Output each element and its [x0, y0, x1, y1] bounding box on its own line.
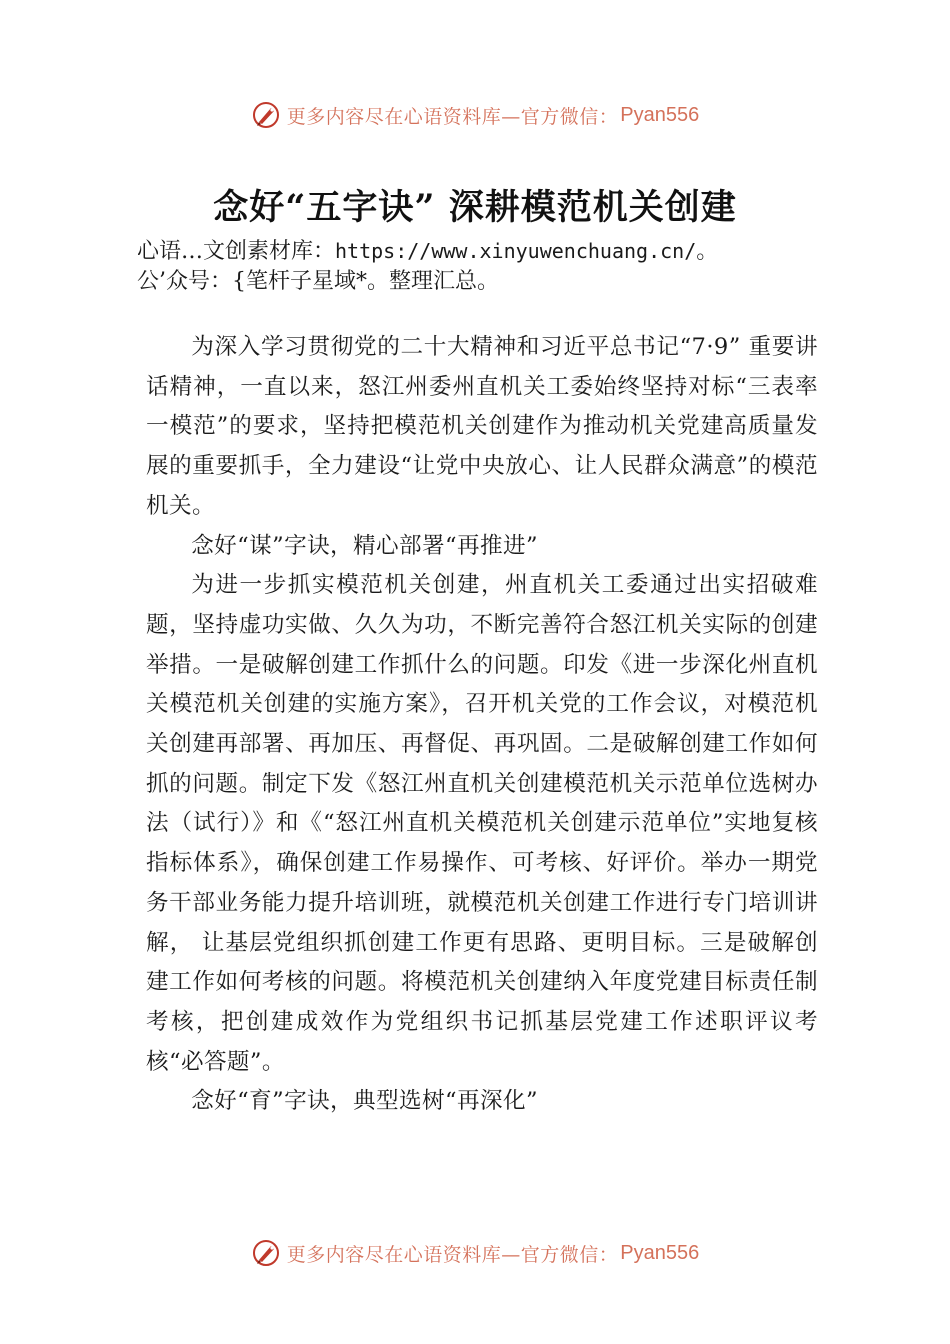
- banner-text: 更多内容尽在心语资料库—官方微信：: [286, 1243, 619, 1266]
- source-line-1-prefix: 心语…文创素材库：: [137, 239, 336, 264]
- paragraph-intro: 为深入学习贯彻党的二十大精神和习近平总书记“7·9” 重要讲话精神，一直以来，怒江州委州直机关工委始终坚持对标“三表率一模范”的要求，坚持把模范机关创建作为推动机关党建高质量发展的重要抓手，全力建设“让党中央放心、让人民群众满意”的模范机关。: [146, 334, 818, 519]
- document-title: 念好“五字诀” 深耕模范机关创建: [213, 187, 737, 228]
- banner-wechat-id: Pyan556: [620, 1241, 700, 1264]
- section-heading-2: 念好“育”字诀，典型选树“再深化”: [191, 1088, 538, 1115]
- pen-nib-logo-icon: [251, 1238, 281, 1268]
- source-line-1: [137, 236, 837, 267]
- header-banner: [0, 95, 950, 135]
- section-heading-1: 念好“谋”字诀，精心部署“再推进”: [191, 532, 538, 559]
- source-line-2: 公’众号：{笔杆子星域*。整理汇总。: [137, 269, 499, 294]
- source-line-1-suffix: 。: [696, 239, 719, 264]
- paragraph-section-1: 为进一步抓实模范机关创建，州直机关工委通过出实招破难题，坚持虚功实做、久久为功，不断完善符合怒江机关实际的创建举措。一是破解创建工作抓什么的问题。印发《进一步深化州直机关模范机关创建的实施方案》，召开机关党的工作会议，对模范机关创建再部署、再加压、再督促、再巩固。二是破解创建工作如何抓的问题。制定下发《怒江州直机关创建模范机关示范单位选树办法（试行）》和《“怒江州直机关模范机关创建示范单位”实地复核指标体系》，确保创建工作易操作、可考核、好评价。举办一期党务干部业务能力提升培训班，就模范机关创建工作进行专门培训讲解， 让基层党组织抓创建工作更有思路、更明目标。三是破解创建工作如何考核的问题。将模范机关创建纳入年度党建目标责任制考核，把创建成效作为党组织书记抓基层党建工作述职评议考核“必答题”。: [146, 572, 819, 1075]
- banner-wechat-id: Pyan556: [620, 103, 700, 126]
- footer-banner: [0, 1233, 950, 1273]
- source-url: https://www.xinyuwenchuang.cn/: [335, 239, 697, 263]
- banner-text: 更多内容尽在心语资料库—官方微信：: [286, 105, 619, 128]
- source-lines: [137, 236, 837, 297]
- document-body: [146, 328, 818, 1122]
- pen-nib-logo-icon: [251, 100, 281, 130]
